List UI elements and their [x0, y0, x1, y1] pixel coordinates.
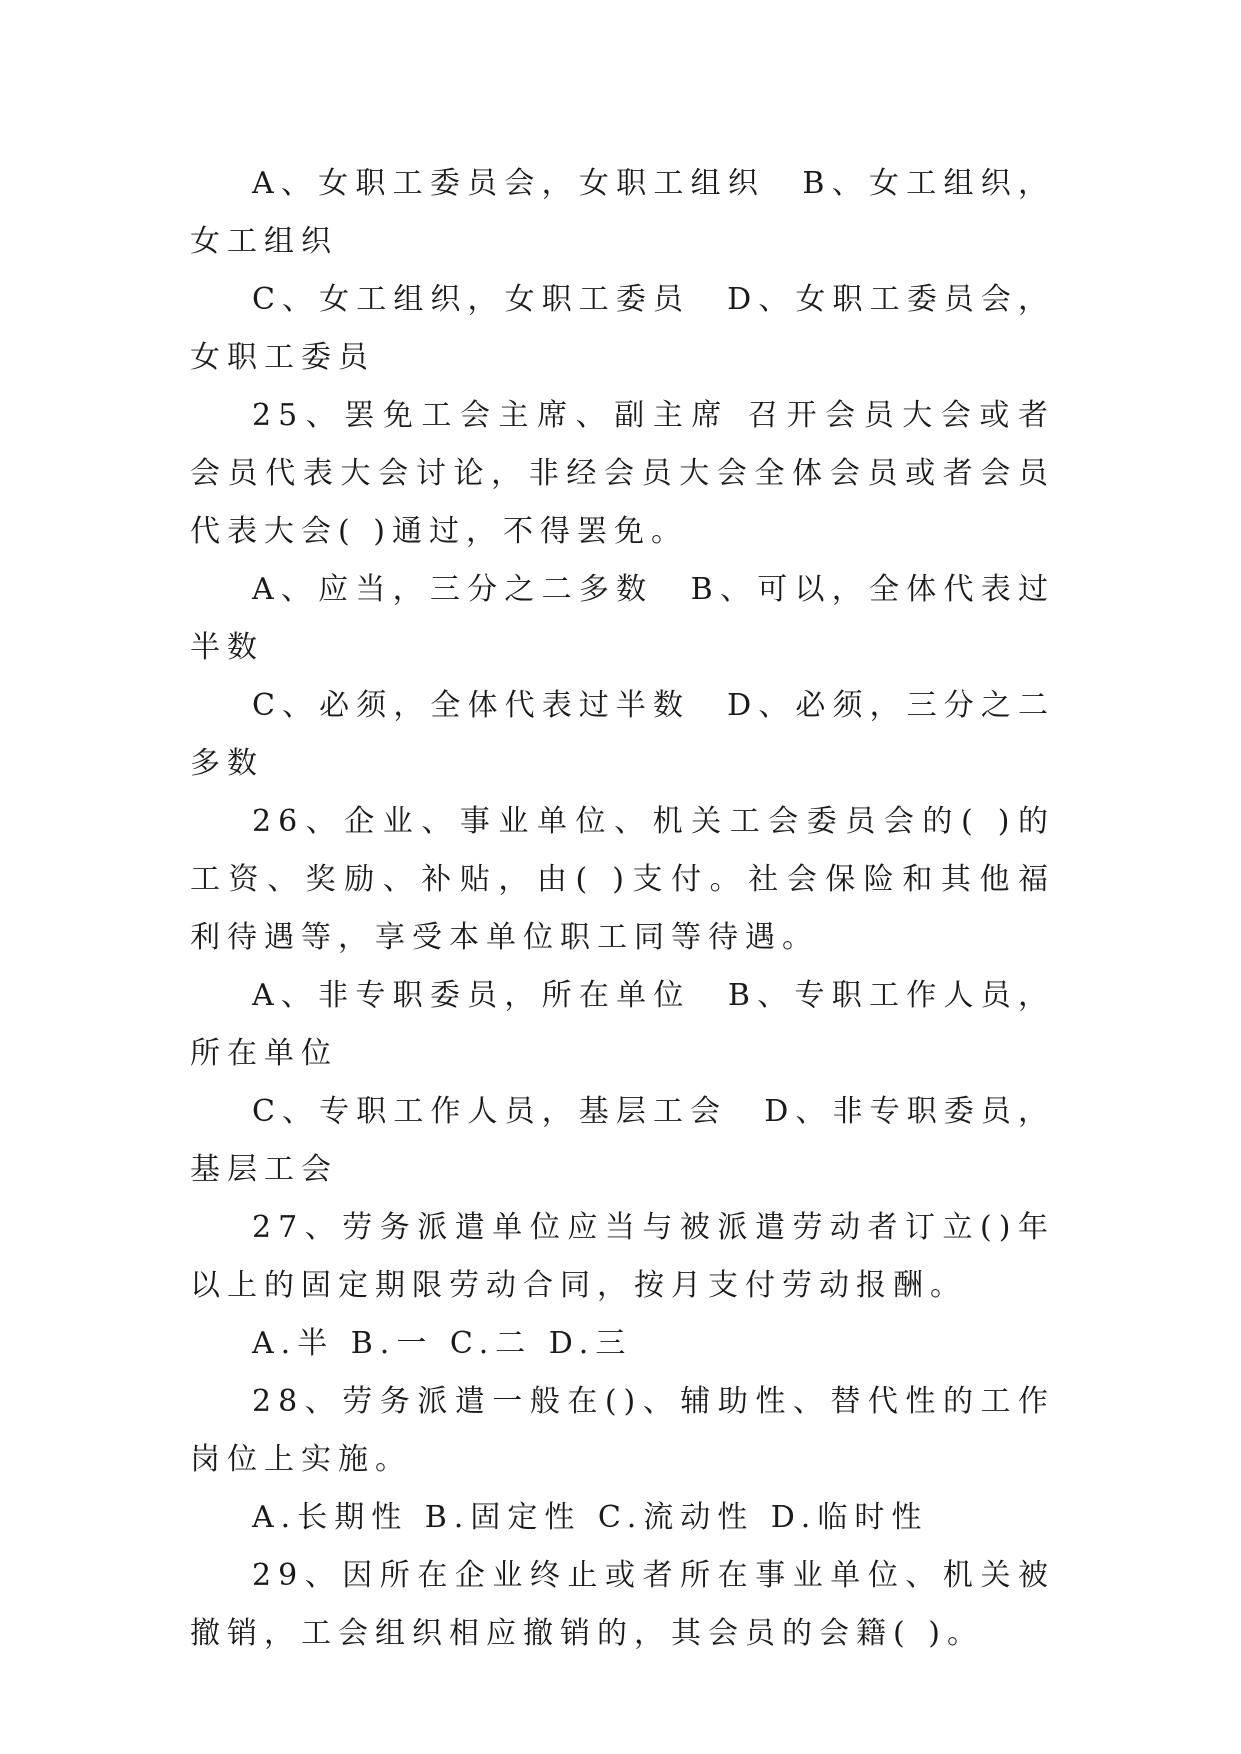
question-29: 29、因所在企业终止或者所在事业单位、机关被撤销，工会组织相应撤销的，其会员的会籍( )。 — [190, 1558, 1055, 1651]
document-body — [190, 155, 1055, 1663]
option-line-25-cd: C、必须，全体代表过半数 D、必须，三分之二多数 — [190, 688, 1055, 781]
options-27: A.半 B.一 C.二 D.三 — [252, 1326, 633, 1361]
question-27: 27、劳务派遣单位应当与被派遣劳动者订立()年以上的固定期限劳动合同，按月支付劳动报酬。 — [190, 1210, 1055, 1303]
option-line-24-ab: A、女职工委员会，女职工组织 B、女工组织，女工组织 — [190, 166, 1055, 259]
options-28: A.长期性 B.固定性 C.流动性 D.临时性 — [252, 1500, 929, 1535]
question-28: 28、劳务派遣一般在()、辅助性、替代性的工作岗位上实施。 — [190, 1384, 1055, 1477]
question-25: 25、罢免工会主席、副主席 召开会员大会或者会员代表大会讨论，非经会员大会全体会员或者会员代表大会( )通过，不得罢免。 — [190, 398, 1055, 549]
option-line-26-ab: A、非专职委员，所在单位 B、专职工作人员，所在单位 — [190, 978, 1055, 1071]
option-line-25-ab: A、应当，三分之二多数 B、可以，全体代表过半数 — [190, 572, 1055, 665]
question-26: 26、企业、事业单位、机关工会委员会的( )的工资、奖励、补贴，由( )支付。社会保险和其他福利待遇等，享受本单位职工同等待遇。 — [190, 804, 1055, 955]
option-line-24-cd: C、女工组织，女职工委员 D、女职工委员会，女职工委员 — [190, 282, 1055, 375]
option-line-26-cd: C、专职工作人员，基层工会 D、非专职委员，基层工会 — [190, 1094, 1055, 1187]
